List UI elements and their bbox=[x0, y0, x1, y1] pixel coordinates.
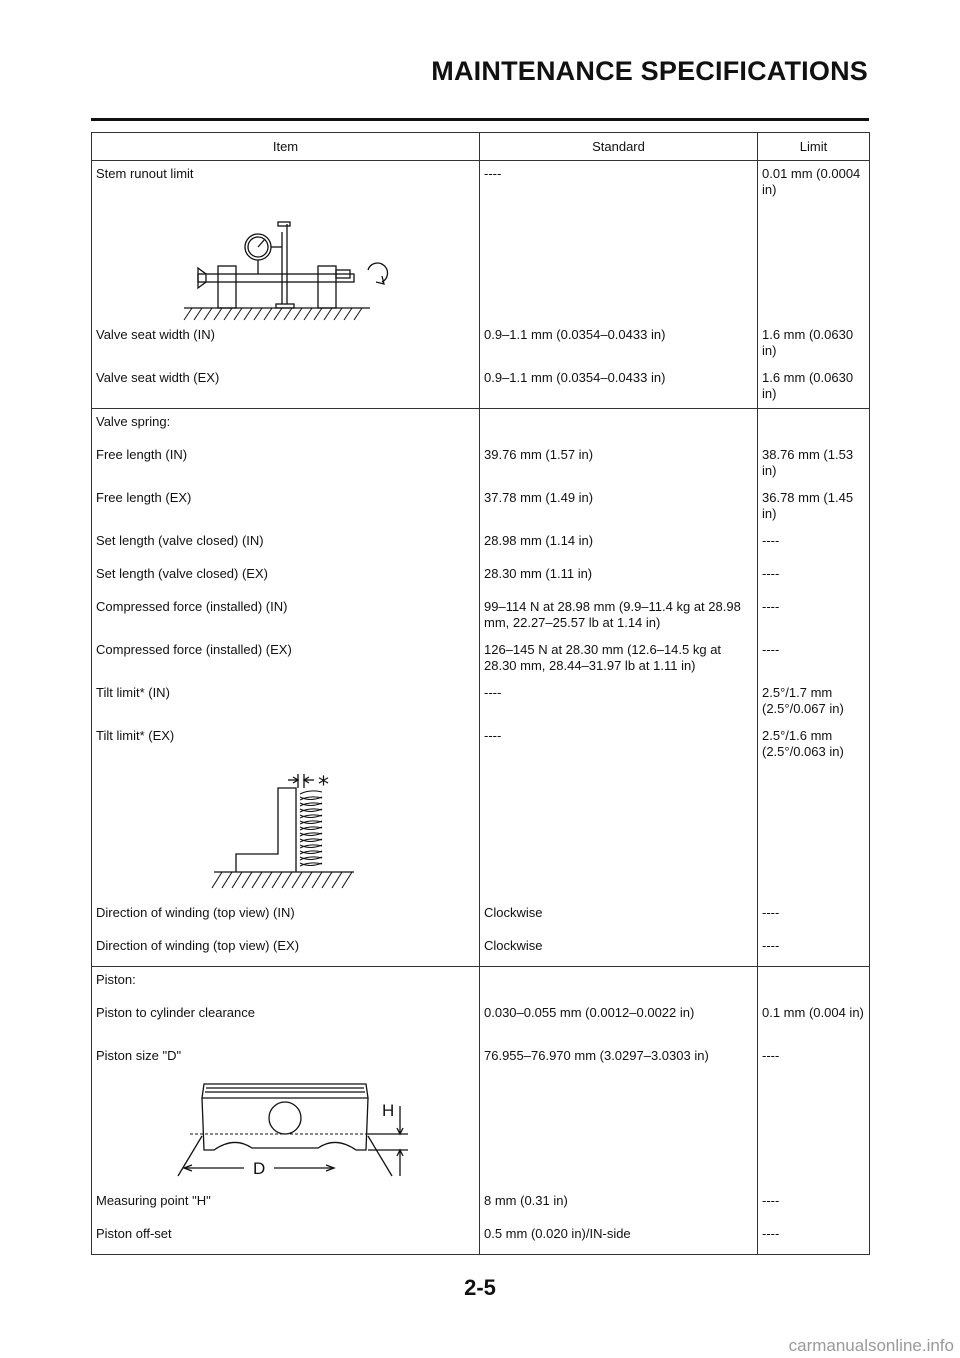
piston-measurement-figure bbox=[92, 1076, 480, 1188]
standard-cell: 99–114 N at 28.98 mm (9.9–11.4 kg at 28.98 mm, 22.27–25.57 lb at 1.14 in) bbox=[480, 594, 758, 637]
table-row bbox=[92, 442, 870, 485]
spec-table bbox=[91, 132, 870, 1255]
item-cell: Piston off-set bbox=[92, 1221, 480, 1255]
standard-cell: 28.30 mm (1.11 in) bbox=[480, 561, 758, 594]
table-row bbox=[92, 1221, 870, 1255]
empty-cell bbox=[480, 204, 758, 322]
empty-cell bbox=[758, 204, 870, 322]
limit-cell: ---- bbox=[758, 594, 870, 637]
standard-cell: 0.5 mm (0.020 in)/IN-side bbox=[480, 1221, 758, 1255]
empty-cell bbox=[758, 409, 870, 443]
standard-cell: 126–145 N at 28.30 mm (12.6–14.5 kg at 28.30 mm, 28.44–31.97 lb at 1.11 in) bbox=[480, 637, 758, 680]
header-standard: Standard bbox=[480, 133, 758, 161]
piston-label-h: H bbox=[382, 1101, 395, 1120]
table-row bbox=[92, 1000, 870, 1043]
standard-cell: 8 mm (0.31 in) bbox=[480, 1188, 758, 1221]
figure-row bbox=[92, 204, 870, 322]
table-row bbox=[92, 637, 870, 680]
empty-cell bbox=[480, 967, 758, 1001]
item-cell: Piston to cylinder clearance bbox=[92, 1000, 480, 1043]
figure-row bbox=[92, 766, 870, 900]
empty-cell bbox=[758, 1076, 870, 1188]
standard-cell: ---- bbox=[480, 680, 758, 723]
table-row bbox=[92, 561, 870, 594]
figure-cell bbox=[92, 766, 480, 900]
limit-cell: ---- bbox=[758, 528, 870, 561]
standard-cell: 0.9–1.1 mm (0.0354–0.0433 in) bbox=[480, 365, 758, 409]
limit-cell: ---- bbox=[758, 561, 870, 594]
standard-cell: 28.98 mm (1.14 in) bbox=[480, 528, 758, 561]
limit-cell: ---- bbox=[758, 1188, 870, 1221]
limit-cell: 38.76 mm (1.53 in) bbox=[758, 442, 870, 485]
limit-cell: ---- bbox=[758, 933, 870, 967]
empty-cell bbox=[480, 1076, 758, 1188]
page-title: MAINTENANCE SPECIFICATIONS bbox=[431, 56, 868, 86]
limit-cell: ---- bbox=[758, 900, 870, 933]
standard-cell: 37.78 mm (1.49 in) bbox=[480, 485, 758, 528]
standard-cell: ---- bbox=[480, 161, 758, 205]
title-divider bbox=[91, 118, 869, 121]
standard-cell: 0.030–0.055 mm (0.0012–0.0022 in) bbox=[480, 1000, 758, 1043]
empty-cell bbox=[480, 766, 758, 900]
standard-cell: Clockwise bbox=[480, 900, 758, 933]
table-row bbox=[92, 1188, 870, 1221]
item-cell: Stem runout limit bbox=[92, 161, 480, 205]
item-cell: Valve seat width (IN) bbox=[92, 322, 480, 365]
table-row bbox=[92, 528, 870, 561]
piston-label-d: D bbox=[253, 1159, 266, 1178]
table-row bbox=[92, 900, 870, 933]
limit-cell: 0.01 mm (0.0004 in) bbox=[758, 161, 870, 205]
table-row bbox=[92, 933, 870, 967]
standard-cell: 76.955–76.970 mm (3.0297–3.0303 in) bbox=[480, 1043, 758, 1076]
item-cell: Direction of winding (top view) (EX) bbox=[92, 933, 480, 967]
item-cell: Free length (EX) bbox=[92, 485, 480, 528]
item-cell: Set length (valve closed) (EX) bbox=[92, 561, 480, 594]
table-row bbox=[92, 161, 870, 205]
item-cell: Tilt limit* (EX) bbox=[92, 723, 480, 766]
group-row bbox=[92, 409, 870, 443]
table-row bbox=[92, 322, 870, 365]
table-row bbox=[92, 365, 870, 409]
limit-cell: 2.5°/1.7 mm (2.5°/0.067 in) bbox=[758, 680, 870, 723]
limit-cell: 1.6 mm (0.0630 in) bbox=[758, 322, 870, 365]
group-row bbox=[92, 967, 870, 1001]
group-label: Piston: bbox=[92, 967, 480, 1001]
page-number: 2-5 bbox=[464, 1275, 496, 1300]
item-cell: Tilt limit* (IN) bbox=[92, 680, 480, 723]
figure-cell bbox=[92, 204, 480, 322]
header-item: Item bbox=[92, 133, 480, 161]
item-cell: Valve seat width (EX) bbox=[92, 365, 480, 409]
standard-cell: ---- bbox=[480, 723, 758, 766]
limit-cell: 36.78 mm (1.45 in) bbox=[758, 485, 870, 528]
header-limit: Limit bbox=[758, 133, 870, 161]
empty-cell bbox=[758, 967, 870, 1001]
item-cell: Measuring point "H" bbox=[92, 1188, 480, 1221]
dial-gauge-runout-figure bbox=[92, 204, 480, 322]
group-label: Valve spring: bbox=[92, 409, 480, 443]
empty-cell bbox=[758, 766, 870, 900]
item-cell: Compressed force (installed) (IN) bbox=[92, 594, 480, 637]
item-cell: Compressed force (installed) (EX) bbox=[92, 637, 480, 680]
limit-cell: ---- bbox=[758, 637, 870, 680]
table-row bbox=[92, 594, 870, 637]
item-cell: Set length (valve closed) (IN) bbox=[92, 528, 480, 561]
tilt-asterisk-label: * bbox=[318, 773, 329, 798]
table-header-row bbox=[92, 133, 870, 161]
table-row bbox=[92, 723, 870, 766]
figure-cell bbox=[92, 1076, 480, 1188]
valve-spring-tilt-figure bbox=[92, 766, 480, 900]
limit-cell: ---- bbox=[758, 1221, 870, 1255]
limit-cell: 2.5°/1.6 mm (2.5°/0.063 in) bbox=[758, 723, 870, 766]
standard-cell: Clockwise bbox=[480, 933, 758, 967]
limit-cell: 0.1 mm (0.004 in) bbox=[758, 1000, 870, 1043]
watermark: carmanualsonline.info bbox=[788, 1336, 954, 1355]
standard-cell: 0.9–1.1 mm (0.0354–0.0433 in) bbox=[480, 322, 758, 365]
item-cell: Direction of winding (top view) (IN) bbox=[92, 900, 480, 933]
limit-cell: 1.6 mm (0.0630 in) bbox=[758, 365, 870, 409]
empty-cell bbox=[480, 409, 758, 443]
item-cell: Free length (IN) bbox=[92, 442, 480, 485]
item-cell: Piston size "D" bbox=[92, 1043, 480, 1076]
table-row bbox=[92, 680, 870, 723]
standard-cell: 39.76 mm (1.57 in) bbox=[480, 442, 758, 485]
limit-cell: ---- bbox=[758, 1043, 870, 1076]
table-row bbox=[92, 485, 870, 528]
table-row bbox=[92, 1043, 870, 1076]
figure-row bbox=[92, 1076, 870, 1188]
